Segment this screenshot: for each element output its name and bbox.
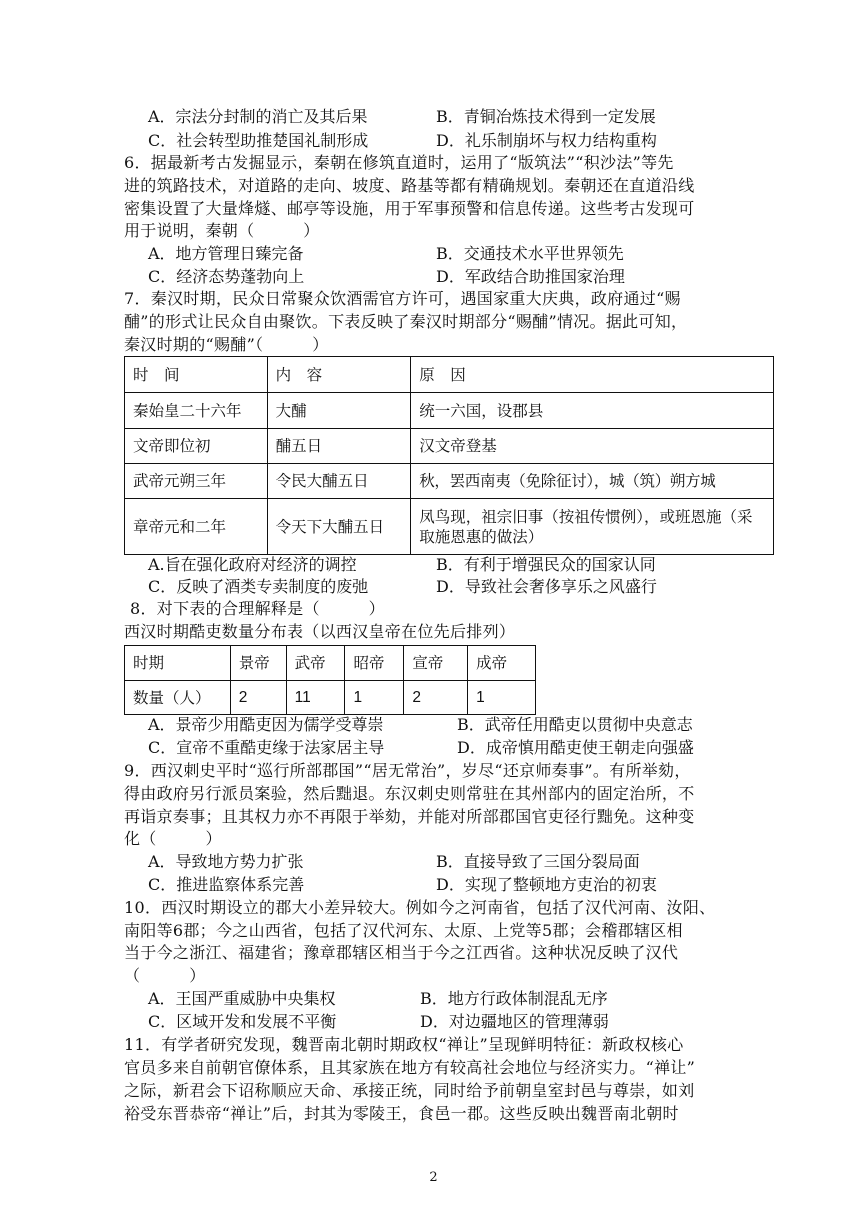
- table-row: [125, 464, 774, 499]
- q10-stem-line-3: 当于今之浙江、福建省；豫章郡辖区相当于今之江西省。这种状况反映了汉代: [124, 943, 679, 962]
- table-header-cell: 昭帝: [345, 646, 404, 681]
- q9-option-c: C．推进监察体系完善: [148, 875, 305, 894]
- table-cell: 统一六国，设郡县: [411, 393, 774, 429]
- q9-option-d: D．实现了整顿地方吏治的初衷: [436, 875, 657, 894]
- table-header-cell: 武帝: [286, 646, 345, 681]
- q6-stem-line-3: 密集设置了大量烽燧、邮亭等设施，用于军事预警和信息传递。这些考古发现可: [124, 199, 695, 218]
- q8-stem: 8．对下表的合理解释是（ ）: [130, 599, 385, 618]
- q5-option-a: A．宗法分封制的消亡及其后果: [148, 107, 368, 126]
- table-cell: 大酺: [267, 393, 411, 429]
- q6-option-b: B．交通技术水平世界领先: [436, 244, 624, 263]
- q8-option-a: A．景帝少用酷吏因为儒学受尊崇: [148, 715, 384, 734]
- table-cell: 酺五日: [267, 429, 411, 464]
- table-cell: 令天下大酺五日: [267, 499, 411, 555]
- q5-option-d: D．礼乐制崩坏与权力结构重构: [436, 131, 657, 150]
- table-cell: 1: [468, 681, 536, 715]
- table-cell: 秦始皇二十六年: [125, 393, 268, 429]
- q11-stem-line-1: 11．有学者研究发现，魏晋南北朝时期政权“禅让”呈现鲜明特征：新政权核心: [124, 1035, 684, 1054]
- table-cell: 数量（人）: [125, 681, 231, 715]
- table-cell: 令民大酺五日: [267, 464, 411, 499]
- table-cell: 文帝即位初: [125, 429, 268, 464]
- q6-stem-line-4: 用于说明，秦朝（ ）: [124, 221, 320, 240]
- q11-stem-line-3: 之际，新君会下诏称顺应天命、承接正统，同时给予前朝皇室封邑与尊崇，如刘: [124, 1081, 695, 1100]
- q11-stem-line-4: 裕受东晋恭帝“禅让”后，封其为零陵王，食邑一郡。这些反映出魏晋南北朝时: [124, 1104, 679, 1123]
- q9-stem-line-3: 再诣京奏事；且其权力亦不再限于举劾，并能对所部郡国官吏径行黜免。这种变: [124, 807, 695, 826]
- table-cell: 武帝元朔三年: [125, 464, 268, 499]
- q7-stem-line-2: 酺”的形式让民众自由聚饮。下表反映了秦汉时期部分“赐酺”情况。据此可知，: [124, 312, 688, 331]
- page-number: 2: [429, 1170, 438, 1185]
- table-header-cell: 景帝: [230, 646, 286, 681]
- q10-option-a: A．王国严重威胁中央集权: [148, 989, 336, 1008]
- table-row: [125, 429, 774, 464]
- table-row: [125, 499, 774, 555]
- q8-table: [124, 645, 536, 715]
- table-header-cell: 原 因: [411, 357, 774, 393]
- q7-table: [124, 356, 774, 555]
- q9-option-b: B．直接导致了三国分裂局面: [436, 852, 640, 871]
- table-cell: 1: [345, 681, 404, 715]
- q7-option-d: D．导致社会奢侈享乐之风盛行: [436, 577, 657, 596]
- q10-stem-line-1: 10．西汉时期设立的郡大小差异较大。例如今之河南省，包括了汉代河南、汝阳、: [124, 898, 716, 917]
- table-cell: 章帝元和二年: [125, 499, 268, 555]
- q7-option-b: B．有利于增强民众的国家认同: [436, 555, 656, 574]
- table-cell: 凤鸟现，祖宗旧事（按祖传惯例），或班恩施（采取施恩惠的做法）: [411, 499, 774, 555]
- q8-option-d: D．成帝慎用酷吏使王朝走向强盛: [457, 738, 694, 757]
- q9-stem-line-2: 得由政府另行派员案验，然后黜退。东汉刺史则常驻在其州部内的固定治所，不: [124, 784, 695, 803]
- table-row: [125, 681, 536, 715]
- q9-stem-line-4: 化（ ）: [124, 829, 222, 848]
- q6-stem-line-1: 6．据最新考古发掘显示，秦朝在修筑直道时，运用了“版筑法”“积沙法”等先: [124, 153, 674, 172]
- q6-option-c: C．经济态势蓬勃向上: [148, 267, 305, 286]
- q7-stem-line-1: 7．秦汉时期，民众日常聚众饮酒需官方许可，遇国家重大庆典，政府通过“赐: [124, 289, 681, 308]
- q7-stem-line-3: 秦汉时期的“赐酺”（ ）: [124, 335, 329, 354]
- table-header-cell: 成帝: [468, 646, 536, 681]
- q9-option-a: A．导致地方势力扩张: [148, 852, 304, 871]
- table-row: [125, 393, 774, 429]
- table-header-cell: 时 间: [125, 357, 268, 393]
- table-cell: 2: [404, 681, 468, 715]
- q6-option-a: A．地方管理日臻完备: [148, 244, 304, 263]
- table-cell: 汉文帝登基: [411, 429, 774, 464]
- q10-option-b: B．地方行政体制混乱无序: [420, 989, 608, 1008]
- table-header-cell: 时期: [125, 646, 231, 681]
- table-header-cell: 内 容: [267, 357, 411, 393]
- q6-stem-line-2: 进的筑路技术，对道路的走向、坡度、路基等都有精确规划。秦朝还在直道沿线: [124, 176, 695, 195]
- q5-option-b: B．青铜冶炼技术得到一定发展: [436, 107, 656, 126]
- q8-option-c: C．宣帝不重酷吏缘于法家居主导: [148, 738, 385, 757]
- table-header-row: [125, 646, 536, 681]
- q8-table-caption: 西汉时期酷吏数量分布表（以西汉皇帝在位先后排列）: [124, 622, 516, 641]
- q5-option-c: C．社会转型助推楚国礼制形成: [148, 131, 369, 150]
- q10-stem-line-4: （ ）: [124, 966, 206, 985]
- q10-option-c: C．区域开发和发展不平衡: [148, 1012, 337, 1031]
- q9-stem-line-1: 9．西汉刺史平时“巡行所部郡国”“居无常治”，岁尽“还京师奏事”。有所举劾，: [124, 761, 691, 780]
- q7-option-c: C．反映了酒类专卖制度的废弛: [148, 577, 369, 596]
- table-cell: 11: [286, 681, 345, 715]
- q10-option-d: D．对边疆地区的管理薄弱: [420, 1012, 609, 1031]
- table-header-row: [125, 357, 774, 393]
- q8-option-b: B．武帝任用酷吏以贯彻中央意志: [457, 715, 693, 734]
- table-header-cell: 宣帝: [404, 646, 468, 681]
- q7-option-a: A.旨在强化政府对经济的调控: [148, 555, 357, 574]
- q11-stem-line-2: 官员多来自前朝官僚体系，且其家族在地方有较高社会地位与经济实力。“禅让”: [124, 1058, 696, 1077]
- table-cell: 2: [230, 681, 286, 715]
- q6-option-d: D．军政结合助推国家治理: [436, 267, 625, 286]
- table-cell: 秋，罢西南夷（免除征讨），城（筑）朔方城: [411, 464, 774, 499]
- q10-stem-line-2: 南阳等6郡；今之山西省，包括了汉代河东、太原、上党等5郡；会稽郡辖区相: [124, 921, 683, 940]
